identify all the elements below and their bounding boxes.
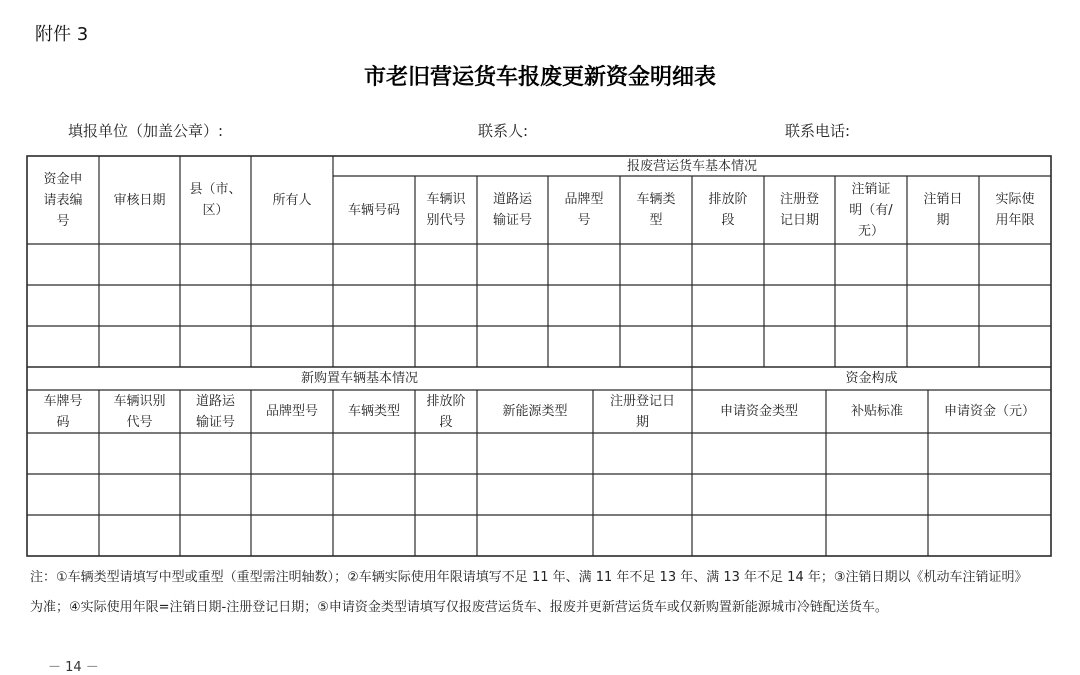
table2-header-emission-stage: 排放阶 段 bbox=[426, 393, 466, 430]
table1-header-cancel-cert: 注销证 明（有/ 无） bbox=[849, 181, 893, 239]
table2-header-brand-model: 品牌型号 bbox=[265, 404, 318, 419]
phone-label: 联系电话: bbox=[785, 122, 851, 140]
scrapped-vehicle-info-header: 报废营运货车基本情况 bbox=[626, 158, 757, 174]
table1-header-brand-model: 品牌型 号 bbox=[564, 192, 604, 228]
table2-header-transport-cert: 道路运 输证号 bbox=[195, 393, 235, 430]
unit-label: 填报单位（加盖公章）: bbox=[68, 122, 224, 140]
contact-label: 联系人: bbox=[478, 122, 529, 140]
fund-composition-header: 资金构成 bbox=[845, 371, 898, 386]
attachment-label: 附件 3 bbox=[35, 24, 89, 45]
table-notes: 注：①车辆类型请填写中型或重型（重型需注明轴数）；②车辆实际使用年限请填写不足 11 年、满 11 年不足 13 年、满 13 年不足 14 年；③注销日期以《机动车注销证明》为准；④实际使用年限=注销日期-注册登记日期；⑤申请资金类型请填写仅报废营运货车、报废并更新营运货车或仅新购置新能源城市冷链配送货车。 bbox=[30, 570, 1028, 615]
table1-header-county: 县（市、 区） bbox=[189, 182, 242, 218]
table2-header-vin: 车辆识别 代号 bbox=[113, 393, 166, 430]
table1-header-vehicle-type: 车辆类 型 bbox=[636, 192, 676, 228]
table2-header-fund-amount: 申请资金（元） bbox=[943, 404, 1035, 419]
table2-header-new-energy-type: 新能源类型 bbox=[502, 404, 568, 419]
table1-header-emission-stage: 排放阶 段 bbox=[708, 192, 748, 228]
table2-header-vehicle-type: 车辆类型 bbox=[347, 404, 400, 419]
page-number: － 14 － bbox=[48, 660, 99, 675]
table1-header-owner: 所有人 bbox=[272, 192, 312, 208]
table1-header-registration-date: 注册登 记日期 bbox=[779, 192, 819, 228]
table2-header-registration-date: 注册登记日 期 bbox=[609, 393, 675, 430]
table1-header-review-date: 审核日期 bbox=[113, 192, 166, 208]
table1-header-app-no: 资金申 请表编 号 bbox=[43, 171, 83, 229]
new-vehicle-info-header: 新购置车辆基本情况 bbox=[300, 371, 418, 386]
table1-header-vin: 车辆识 别代号 bbox=[426, 192, 466, 228]
table2-header-fund-type: 申请资金类型 bbox=[719, 404, 798, 419]
table2-header-plate: 车牌号 码 bbox=[43, 393, 83, 430]
table1-header-service-years: 实际使 用年限 bbox=[995, 192, 1035, 228]
table1-header-plate: 车辆号码 bbox=[347, 202, 400, 218]
page-title: 市老旧营运货车报废更新资金明细表 bbox=[363, 64, 716, 90]
table1-header-cancel-date: 注销日 期 bbox=[923, 192, 963, 228]
table2-header-subsidy-standard: 补贴标准 bbox=[850, 404, 903, 419]
table1-header-transport-cert: 道路运 输证号 bbox=[492, 192, 532, 228]
